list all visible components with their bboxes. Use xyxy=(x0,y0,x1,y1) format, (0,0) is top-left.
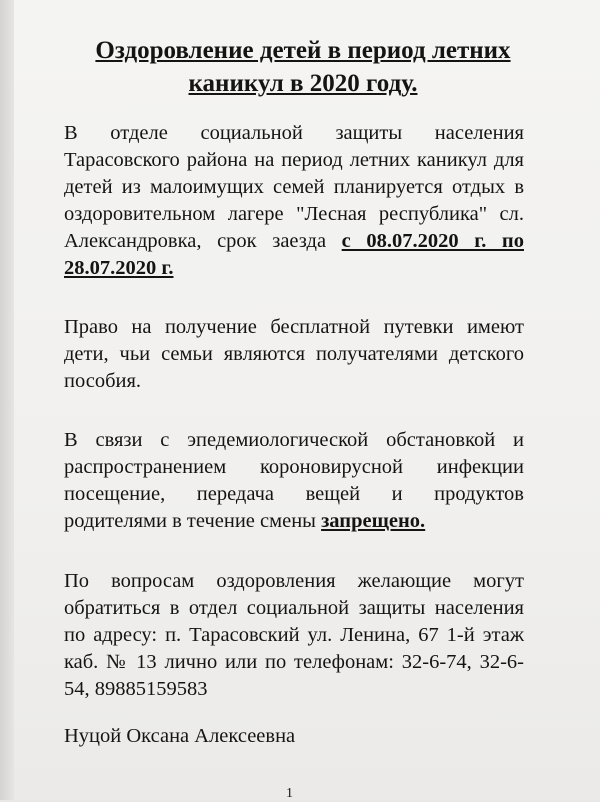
document-title: Оздоровление детей в период летних каникул в 2020 году. xyxy=(95,37,511,97)
author-name: Нуцой Оксана Алексеевна xyxy=(64,725,296,747)
paragraph-camp-info xyxy=(64,120,524,282)
page-edge-shadow xyxy=(0,0,14,800)
paragraph-eligibility: Право на получение бесплатной путевки имеют дети, чьи семьи являются получателями детского пособия. xyxy=(64,316,524,392)
paragraph-camp-info-text: В отделе социальной защиты населения Тарасовского района на период летних каникул для детей из малоимущих семей планируется отдых в оздоровительном лагере "Лесная республика" сл. Александровка, срок заезда xyxy=(64,122,524,252)
paragraph-contacts: По вопросам оздоровления желающие могут обратиться в отдел социальной защиты населения по адресу: п. Тарасовский ул. Ленина, 67 1-й этаж каб. № 13 лично или по телефонам: 32-6-74, 32-6-54, 89885159583 xyxy=(64,570,524,700)
page-number: 1 xyxy=(286,786,293,801)
arrival-dates: с 08.07.2020 г. по 28.07.2020 г. xyxy=(64,230,524,279)
paragraph-restrictions-text: В связи с эпедемиологической обстановкой и распространением короновирусной инфекции посещение, передача вещей и продуктов родителями в течение смены xyxy=(64,429,524,532)
forbidden-notice: запрещено. xyxy=(321,510,426,532)
paragraph-restrictions xyxy=(64,427,524,535)
